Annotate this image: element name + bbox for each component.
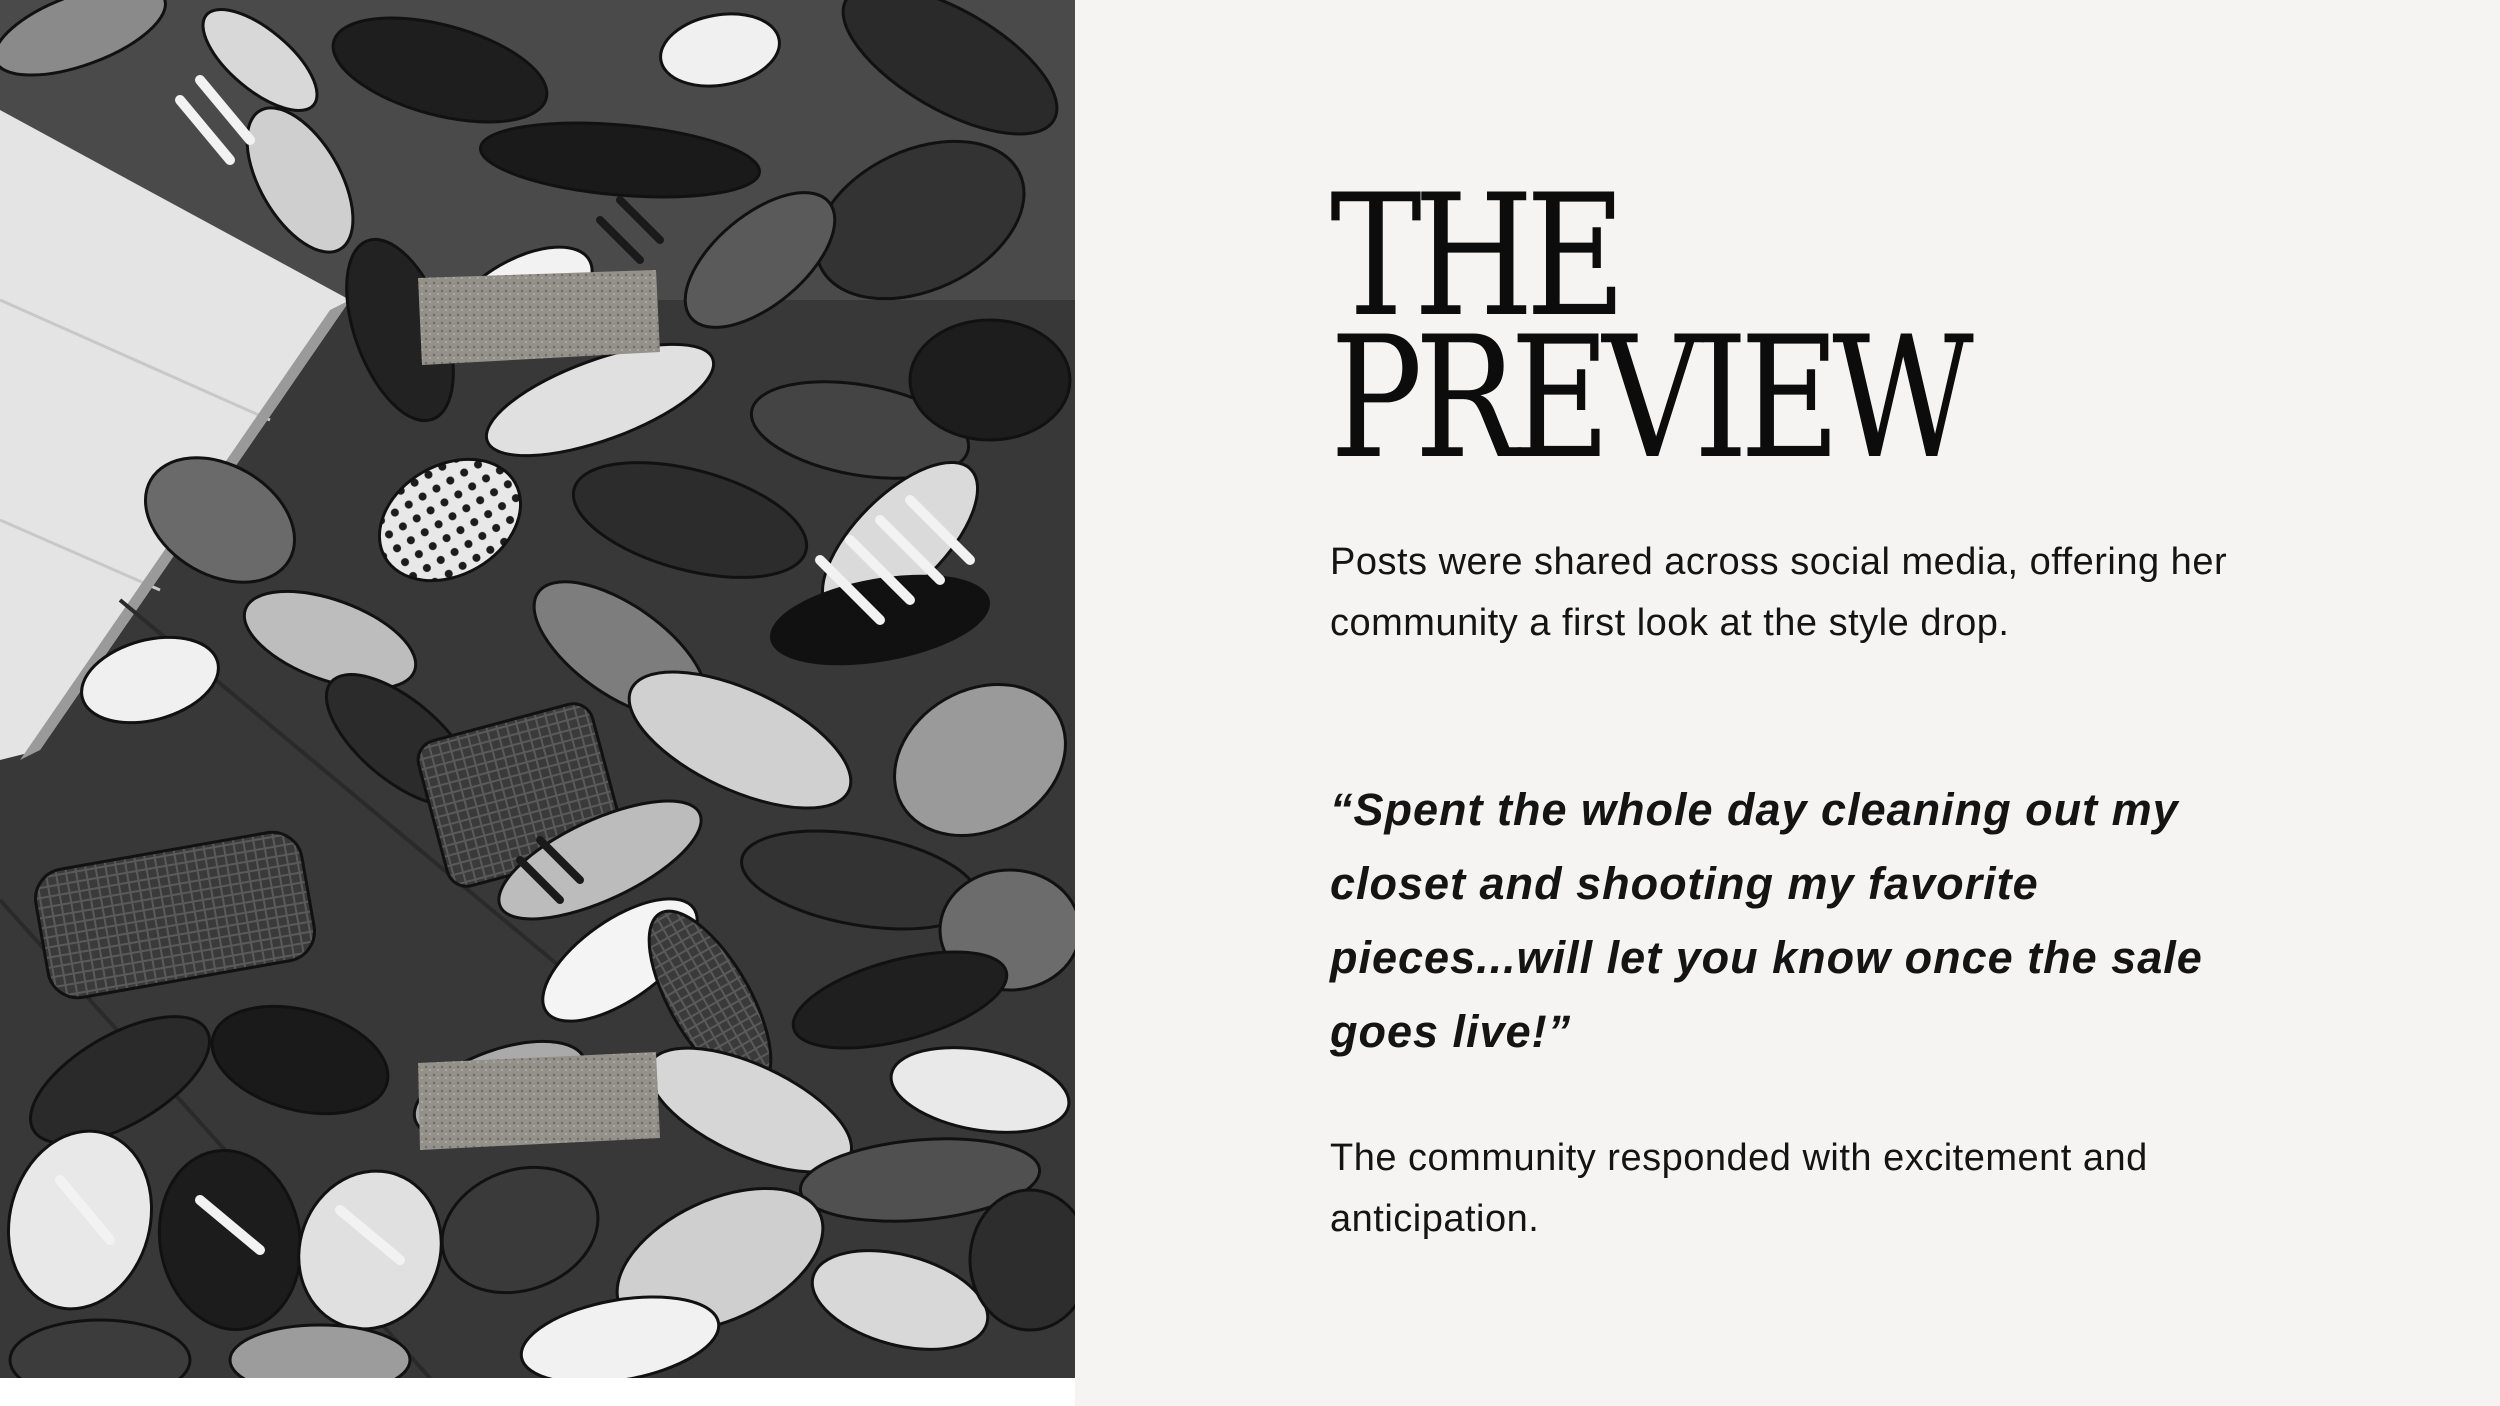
title-line-1: THE <box>1330 158 1618 354</box>
intro-paragraph: Posts were shared across social media, offering her community a first look at the style drop. <box>1330 541 2228 644</box>
shoes-photo-art <box>0 0 1075 1378</box>
shoes-photo <box>0 0 1075 1378</box>
slide-title <box>1330 158 1966 496</box>
tape-strip-top <box>418 270 660 365</box>
title-line-2: PREVIEW <box>1330 300 1966 496</box>
pull-quote: “Spent the whole day cleaning out my closet and shooting my favorite pieces...will let you know once the sale goes live!” <box>1330 784 2203 1057</box>
tape-strip-bottom <box>418 1052 660 1150</box>
closing-paragraph: The community responded with excitement and anticipation. <box>1330 1137 2148 1240</box>
